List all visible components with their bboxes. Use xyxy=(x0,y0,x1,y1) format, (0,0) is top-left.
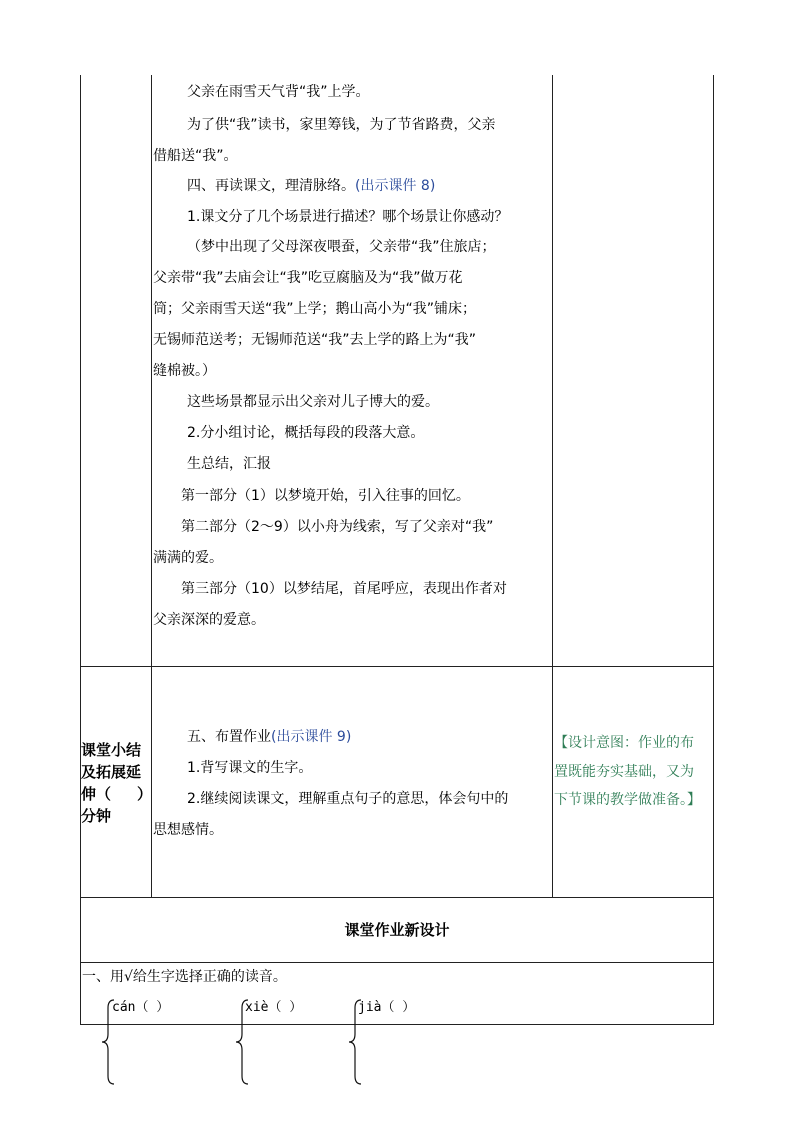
homework-item: 思想感情。 xyxy=(153,822,223,838)
answer-line: 筒；父亲雨雪天送“我”上学；鹅山高小为“我”铺床； xyxy=(153,301,477,317)
question-instruction: 一、用√给生字选择正确的读音。 xyxy=(82,969,287,985)
question-1: 1.课文分了几个场景进行描述？哪个场景让你感动？ xyxy=(187,209,509,225)
brace-icon xyxy=(100,998,120,1086)
answer-line: 父亲带“我”去庙会让“我”吃豆腐脑及为“我”做万花 xyxy=(153,270,463,286)
heading-text: 五、布置作业 xyxy=(187,729,271,745)
section-heading-5 xyxy=(187,727,351,747)
homework-item: 2.继续阅读课文，理解重点句子的意思，体会句中的 xyxy=(187,791,509,807)
design-intent-line: 下节课的教学做准备。】 xyxy=(554,792,701,808)
row-label-line: ） xyxy=(137,785,153,803)
row-label-line: 课堂小结 xyxy=(81,741,142,759)
row-label-line: 分钟 xyxy=(81,807,112,825)
part-summary: 第二部分（2～9）以小舟为线索，写了父亲对“我” xyxy=(181,519,494,535)
courseware-ref: (出示课件 8) xyxy=(355,178,436,194)
part-summary: 第一部分（1）以梦境开始，引入往事的回忆。 xyxy=(181,488,470,504)
answer-line: 缝棉被。） xyxy=(153,363,216,379)
answer-blank[interactable]: （ ） xyxy=(135,1000,170,1015)
column-divider-2 xyxy=(552,75,553,897)
row-divider-3 xyxy=(80,962,714,963)
answer-line: （梦中出现了父母深夜喂蚕，父亲带“我”住旅店； xyxy=(187,239,496,255)
table-border-bottom xyxy=(80,1024,714,1025)
table-border-right xyxy=(713,75,714,1024)
paragraph-line: 父亲在雨雪天气背“我”上学。 xyxy=(187,84,370,100)
pinyin-text: xiè xyxy=(245,1000,269,1015)
section-heading-4 xyxy=(187,176,435,196)
answer-blank[interactable]: （ ） xyxy=(381,1000,416,1015)
paragraph-line: 借船送“我”。 xyxy=(153,148,238,164)
row-divider-2 xyxy=(80,897,714,898)
row-divider-1 xyxy=(80,666,714,667)
column-divider-1 xyxy=(151,75,152,897)
heading-text: 四、再读课文，理清脉络。 xyxy=(187,178,355,194)
pinyin-text: jià xyxy=(358,1000,382,1015)
pinyin-option xyxy=(112,998,169,1018)
question-2: 2.分小组讨论，概括每段的段落大意。 xyxy=(187,425,425,441)
courseware-ref: (出示课件 9) xyxy=(271,729,352,745)
pinyin-text: cán xyxy=(112,1000,136,1015)
part-summary: 满满的爱。 xyxy=(153,550,223,566)
brace-icon xyxy=(347,998,367,1086)
homework-item: 1.背写课文的生字。 xyxy=(187,760,313,776)
row-label-line: 伸（ xyxy=(81,785,112,803)
answer-line: 无锡师范送考；无锡师范送“我”去上学的路上为“我” xyxy=(153,332,477,348)
answer-blank[interactable]: （ ） xyxy=(268,1000,303,1015)
design-intent-line: 置既能夯实基础，又为 xyxy=(554,764,694,780)
brace-icon xyxy=(234,998,254,1086)
part-summary: 父亲深深的爱意。 xyxy=(153,612,265,628)
design-intent-line: 【设计意图：作业的布 xyxy=(554,735,694,751)
paragraph-line: 这些场景都显示出父亲对儿子博大的爱。 xyxy=(187,394,439,410)
part-summary: 第三部分（10）以梦结尾，首尾呼应，表现出作者对 xyxy=(181,581,507,597)
table-border-left xyxy=(80,75,81,1024)
row-label-line: 及拓展延 xyxy=(81,763,142,781)
paragraph-line: 为了供“我”读书，家里筹钱，为了节省路费，父亲 xyxy=(187,117,496,133)
paragraph-line: 生总结，汇报 xyxy=(187,456,271,472)
homework-title: 课堂作业新设计 xyxy=(344,921,450,939)
